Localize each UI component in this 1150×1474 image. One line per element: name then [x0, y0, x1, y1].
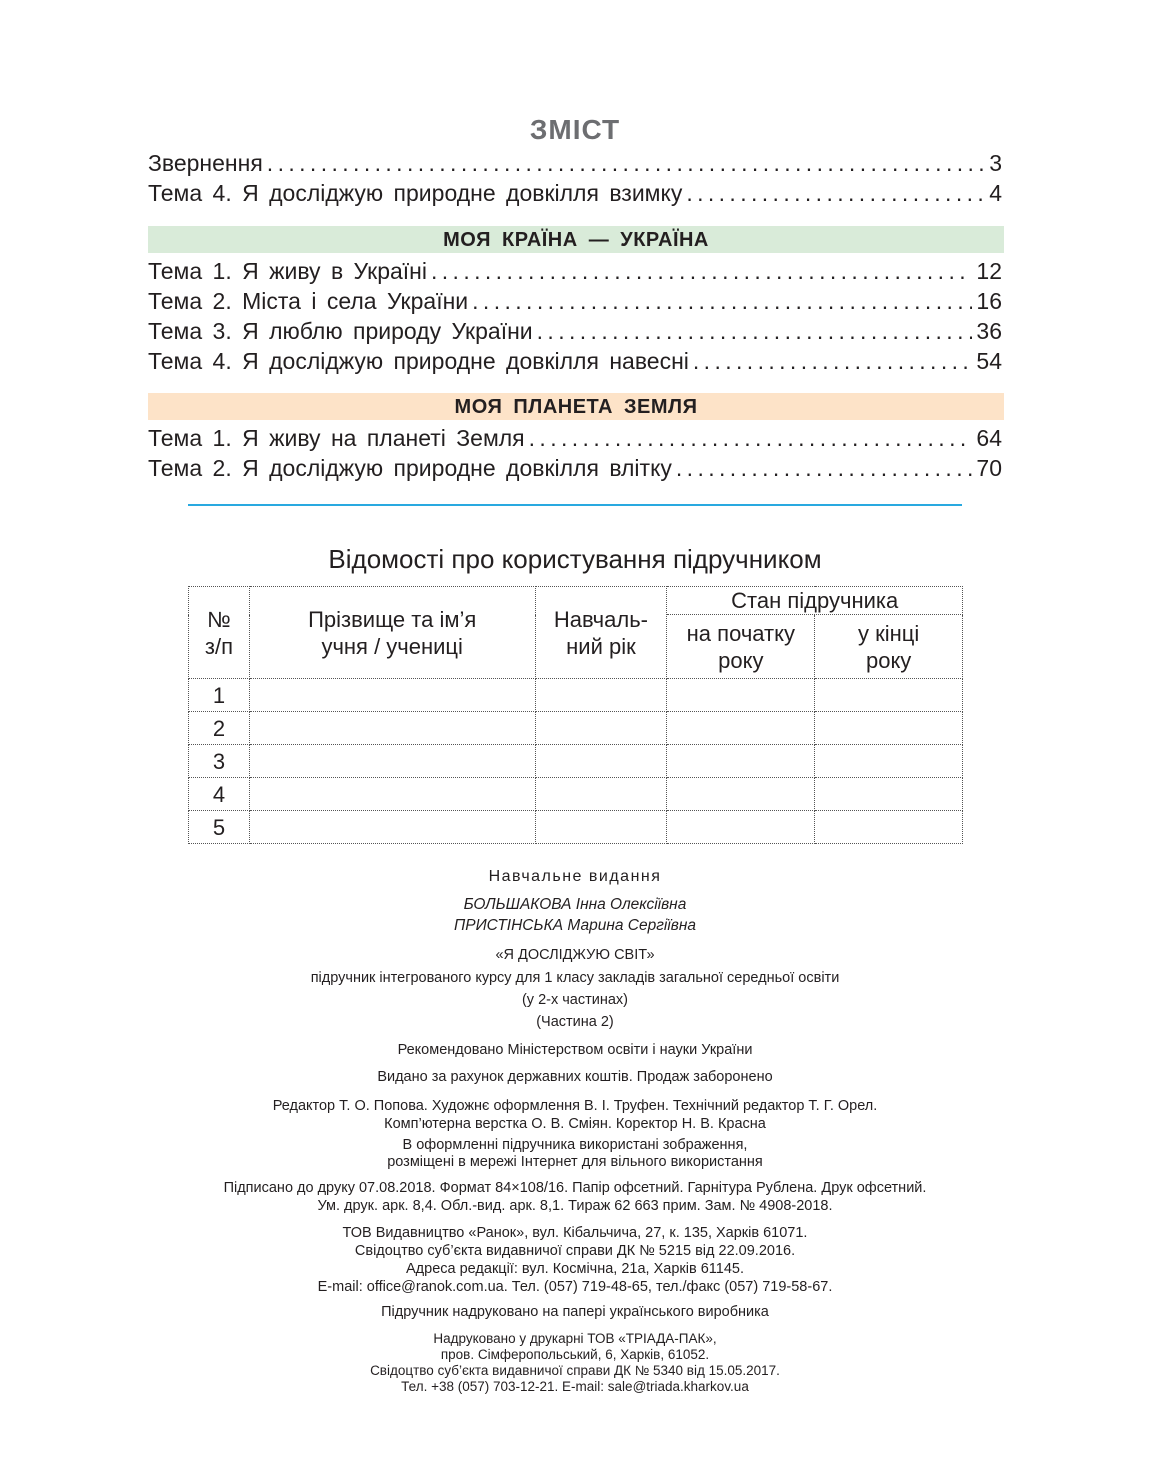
table-row: [189, 778, 963, 811]
images-note-1: В оформленні підручника використані зображення,: [402, 1137, 748, 1153]
author-2: ПРИСТІНСЬКА Марина Сергіївна: [454, 917, 696, 934]
header-end: [815, 615, 963, 679]
toc-entry-page: 54: [976, 348, 1002, 374]
usage-table-title: Відомості про користування підручником: [328, 544, 822, 574]
table-row: [189, 811, 963, 844]
book-subtitle: підручник інтегрованого курсу для 1 класу закладів загальної середньої освіти: [310, 970, 840, 986]
end-cell[interactable]: [815, 811, 963, 844]
print-info-1: Підписано до друку 07.08.2018. Формат 84×108/16. Папір офсетний. Гарнітура Рублена. Друк офсетний.: [223, 1180, 927, 1196]
edition-type: Навчальне видання: [488, 868, 662, 885]
name-cell[interactable]: [249, 811, 535, 844]
book-part: (Частина 2): [536, 1014, 614, 1030]
toc-leader-dots: [431, 256, 972, 286]
year-cell[interactable]: [535, 745, 667, 778]
toc-entry-label: Тема 4. Я досліджую природне довкілля взимку: [148, 180, 683, 206]
toc-entry[interactable]: [148, 346, 1002, 376]
header-name: [249, 587, 535, 679]
row-number: 5: [189, 811, 250, 844]
toc-entry[interactable]: [148, 256, 1002, 286]
table-row: [189, 712, 963, 745]
section-heading-my-planet: МОЯ ПЛАНЕТА ЗЕМЛЯ: [148, 393, 1004, 420]
header-num-text: № з/п: [204, 606, 233, 659]
end-cell[interactable]: [815, 778, 963, 811]
printer-3: Свідоцтво суб’єкта видавничої справи ДК № 5340 від 15.05.2017.: [370, 1363, 780, 1378]
book-parts: (у 2-х частинах): [521, 992, 629, 1008]
publisher-3: Адреса редакції: вул. Космічна, 21а, Харків 61145.: [406, 1261, 744, 1277]
year-cell[interactable]: [535, 811, 667, 844]
toc-entry-label: Звернення: [148, 150, 263, 176]
publisher-4: E-mail: office@ranok.com.ua. Тел. (057) 719-48-65, тел./факс (057) 719-58-67.: [317, 1279, 833, 1295]
toc-entry-label: Тема 2. Я досліджую природне довкілля влітку: [148, 455, 672, 481]
start-cell[interactable]: [667, 811, 815, 844]
end-cell[interactable]: [815, 679, 963, 712]
toc-entry-page: 64: [976, 425, 1002, 451]
credits-line-2: Комп’ютерна верстка О. В. Сміян. Коректор Н. В. Красна: [384, 1116, 766, 1132]
toc-leader-dots: [267, 148, 985, 178]
header-year-text: Навчаль-ний рік: [553, 606, 649, 659]
start-cell[interactable]: [667, 712, 815, 745]
paper-note: Підручник надруковано на папері українського виробника: [381, 1304, 769, 1320]
year-cell[interactable]: [535, 778, 667, 811]
toc-entry-label: Тема 3. Я люблю природу України: [148, 318, 533, 344]
toc-leader-dots: [537, 316, 973, 346]
toc-leader-dots: [693, 346, 973, 376]
header-start-text: на початку року: [686, 620, 795, 673]
toc-entry[interactable]: [148, 178, 1002, 208]
toc-entry-page: 70: [976, 455, 1002, 481]
toc-leader-dots: [676, 453, 973, 483]
start-cell[interactable]: [667, 778, 815, 811]
divider-rule: [188, 504, 962, 506]
toc-entry[interactable]: [148, 423, 1002, 453]
row-number: 4: [189, 778, 250, 811]
toc-entry[interactable]: [148, 148, 1002, 178]
header-start: [667, 615, 815, 679]
table-row: [189, 745, 963, 778]
header-name-text: Прізвище та ім’я учня / учениці: [308, 606, 477, 659]
table-row: [189, 679, 963, 712]
row-number: 2: [189, 712, 250, 745]
toc-entry-page: 16: [976, 288, 1002, 314]
toc-leader-dots: [686, 178, 985, 208]
header-year: [535, 587, 667, 679]
header-end-text: у кінці року: [858, 620, 920, 673]
toc-leader-dots: [472, 286, 972, 316]
toc-title: ЗМІСТ: [529, 114, 621, 145]
printer-1: Надруковано у друкарні ТОВ «ТРІАДА-ПАК»,: [433, 1331, 717, 1346]
toc-entry-page: 12: [976, 258, 1002, 284]
toc-entry[interactable]: [148, 316, 1002, 346]
end-cell[interactable]: [815, 745, 963, 778]
name-cell[interactable]: [249, 712, 535, 745]
author-1: БОЛЬШАКОВА Інна Олексіївна: [463, 896, 687, 913]
funding-note: Видано за рахунок державних коштів. Продаж заборонено: [377, 1069, 773, 1085]
toc-entry-label: Тема 1. Я живу на планеті Земля: [148, 425, 525, 451]
usage-table: [188, 586, 963, 844]
publisher-2: Свідоцтво суб’єкта видавничої справи ДК № 5215 від 22.09.2016.: [354, 1243, 796, 1259]
toc-entry[interactable]: [148, 286, 1002, 316]
toc-entry-page: 3: [989, 150, 1002, 176]
book-title: «Я ДОСЛІДЖУЮ СВІТ»: [495, 947, 655, 963]
section-heading-my-country: МОЯ КРАЇНА — УКРАЇНА: [148, 226, 1004, 253]
toc-entry-label: Тема 4. Я досліджую природне довкілля навесні: [148, 348, 689, 374]
images-note-2: розміщені в мережі Інтернет для вільного використання: [387, 1154, 763, 1170]
end-cell[interactable]: [815, 712, 963, 745]
toc-entry-label: Тема 1. Я живу в Україні: [148, 258, 427, 284]
start-cell[interactable]: [667, 679, 815, 712]
year-cell[interactable]: [535, 679, 667, 712]
toc-entry[interactable]: [148, 453, 1002, 483]
printer-4: Тел. +38 (057) 703-12-21. E-mail: sale@triada.kharkov.ua: [401, 1379, 749, 1394]
name-cell[interactable]: [249, 745, 535, 778]
credits-line-1: Редактор Т. О. Попова. Художнє оформлення В. І. Труфен. Технічний редактор Т. Г. Орел.: [272, 1098, 878, 1114]
toc-entry-page: 4: [989, 180, 1002, 206]
printer-2: пров. Сімферопольський, 6, Харків, 61052.: [440, 1347, 710, 1362]
publisher-1: ТОВ Видавництво «Ранок», вул. Кібальчича, 27, к. 135, Харків 61071.: [342, 1225, 808, 1241]
header-state: Стан підручника: [667, 587, 963, 615]
row-number: 3: [189, 745, 250, 778]
toc-leader-dots: [529, 423, 973, 453]
recommendation: Рекомендовано Міністерством освіти і науки України: [397, 1042, 753, 1058]
name-cell[interactable]: [249, 679, 535, 712]
name-cell[interactable]: [249, 778, 535, 811]
toc-entry-label: Тема 2. Міста і села України: [148, 288, 469, 314]
year-cell[interactable]: [535, 712, 667, 745]
header-num: [189, 587, 250, 679]
row-number: 1: [189, 679, 250, 712]
toc-entry-page: 36: [976, 318, 1002, 344]
start-cell[interactable]: [667, 745, 815, 778]
print-info-2: Ум. друк. арк. 8,4. Обл.-вид. арк. 8,1. Тираж 62 663 прим. Зам. № 4908-2018.: [317, 1198, 833, 1214]
